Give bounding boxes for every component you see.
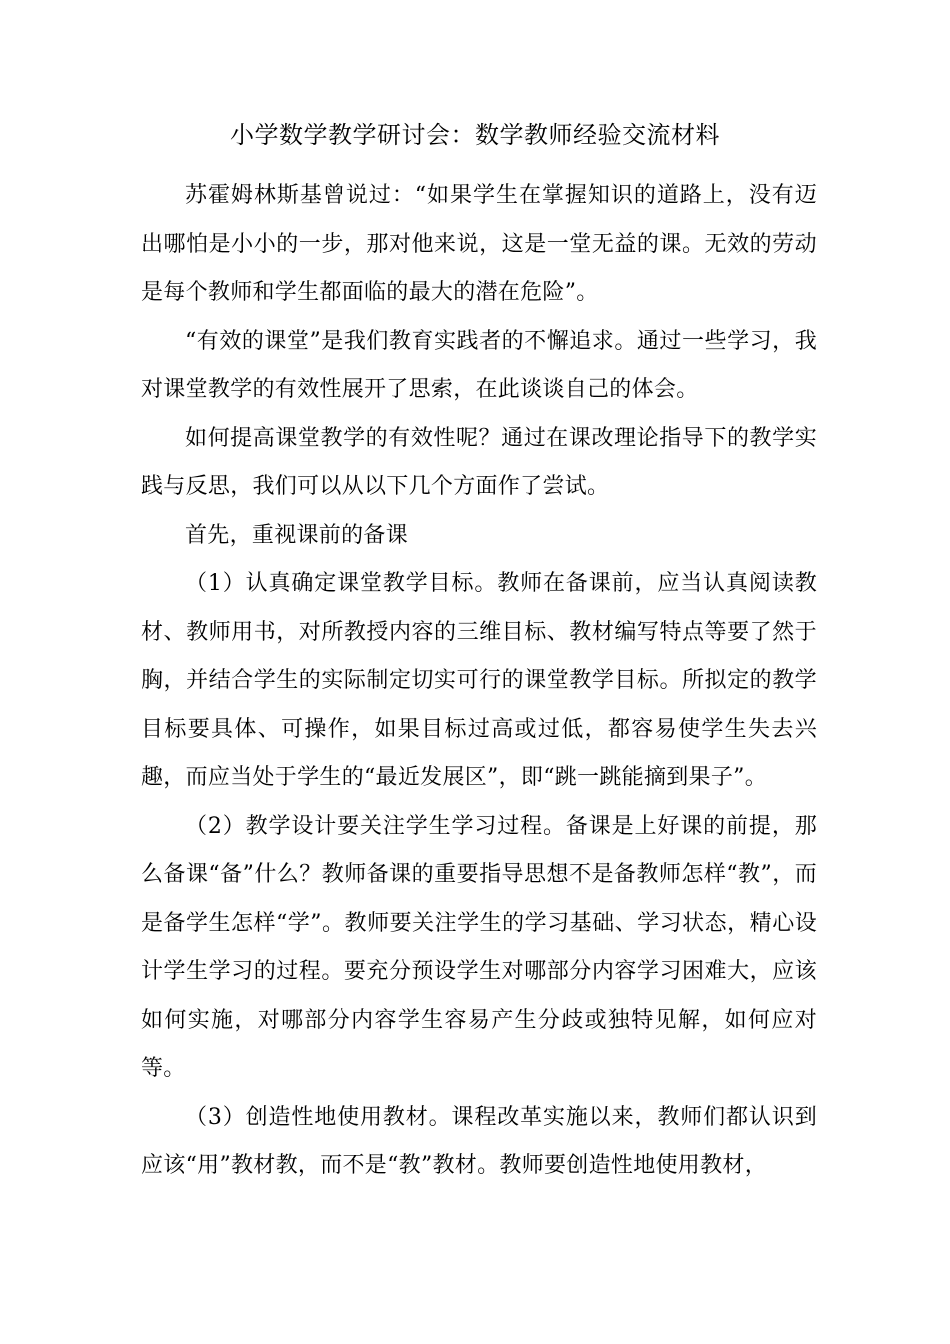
section-heading-lesson-prep: 首先，重视课前的备课	[185, 522, 409, 548]
paragraph-effective-classroom: “有效的课堂”是我们教育实践者的不懈追求。通过一些学习，我对课堂教学的有效性展开了思索，在此谈谈自己的体会。	[141, 328, 817, 402]
paragraph-point-2: （2）教学设计要关注学生学习过程。备课是上好课的前提，那么备课“备”什么？教师备课的重要指导思想不是备教师怎样“教”，而是备学生怎样“学”。教师要关注学生的学习基础、学习状态，精心设计学生学习的过程。要充分预设学生对哪部分内容学习困难大，应该如何实施，对哪部分内容学生容易产生分歧或独特见解，如何应对等。	[141, 813, 817, 1081]
document-body	[141, 172, 817, 1191]
document-title: 小学数学教学研讨会：数学教师经验交流材料	[230, 121, 720, 149]
paragraph-quote: 苏霍姆林斯基曾说过：“如果学生在掌握知识的道路上，没有迈出哪怕是小小的一步，那对他来说，这是一堂无益的课。无效的劳动是每个教师和学生都面临的最大的潜在危险”。	[141, 183, 817, 305]
paragraph-point-3: （3）创造性地使用教材。课程改革实施以来，教师们都认识到应该“用”教材教，而不是“教”教材。教师要创造性地使用教材，	[141, 1104, 817, 1178]
paragraph-point-1: （1）认真确定课堂教学目标。教师在备课前，应当认真阅读教材、教师用书，对所教授内容的三维目标、教材编写特点等要了然于胸，并结合学生的实际制定切实可行的课堂教学目标。所拟定的教学目标要具体、可操作，如果目标过高或过低，都容易使学生失去兴趣，而应当处于学生的“最近发展区”，即“跳一跳能摘到果子”。	[141, 571, 817, 790]
paragraph-how-to-improve: 如何提高课堂教学的有效性呢？通过在课改理论指导下的教学实践与反思，我们可以从以下几个方面作了尝试。	[141, 425, 817, 499]
